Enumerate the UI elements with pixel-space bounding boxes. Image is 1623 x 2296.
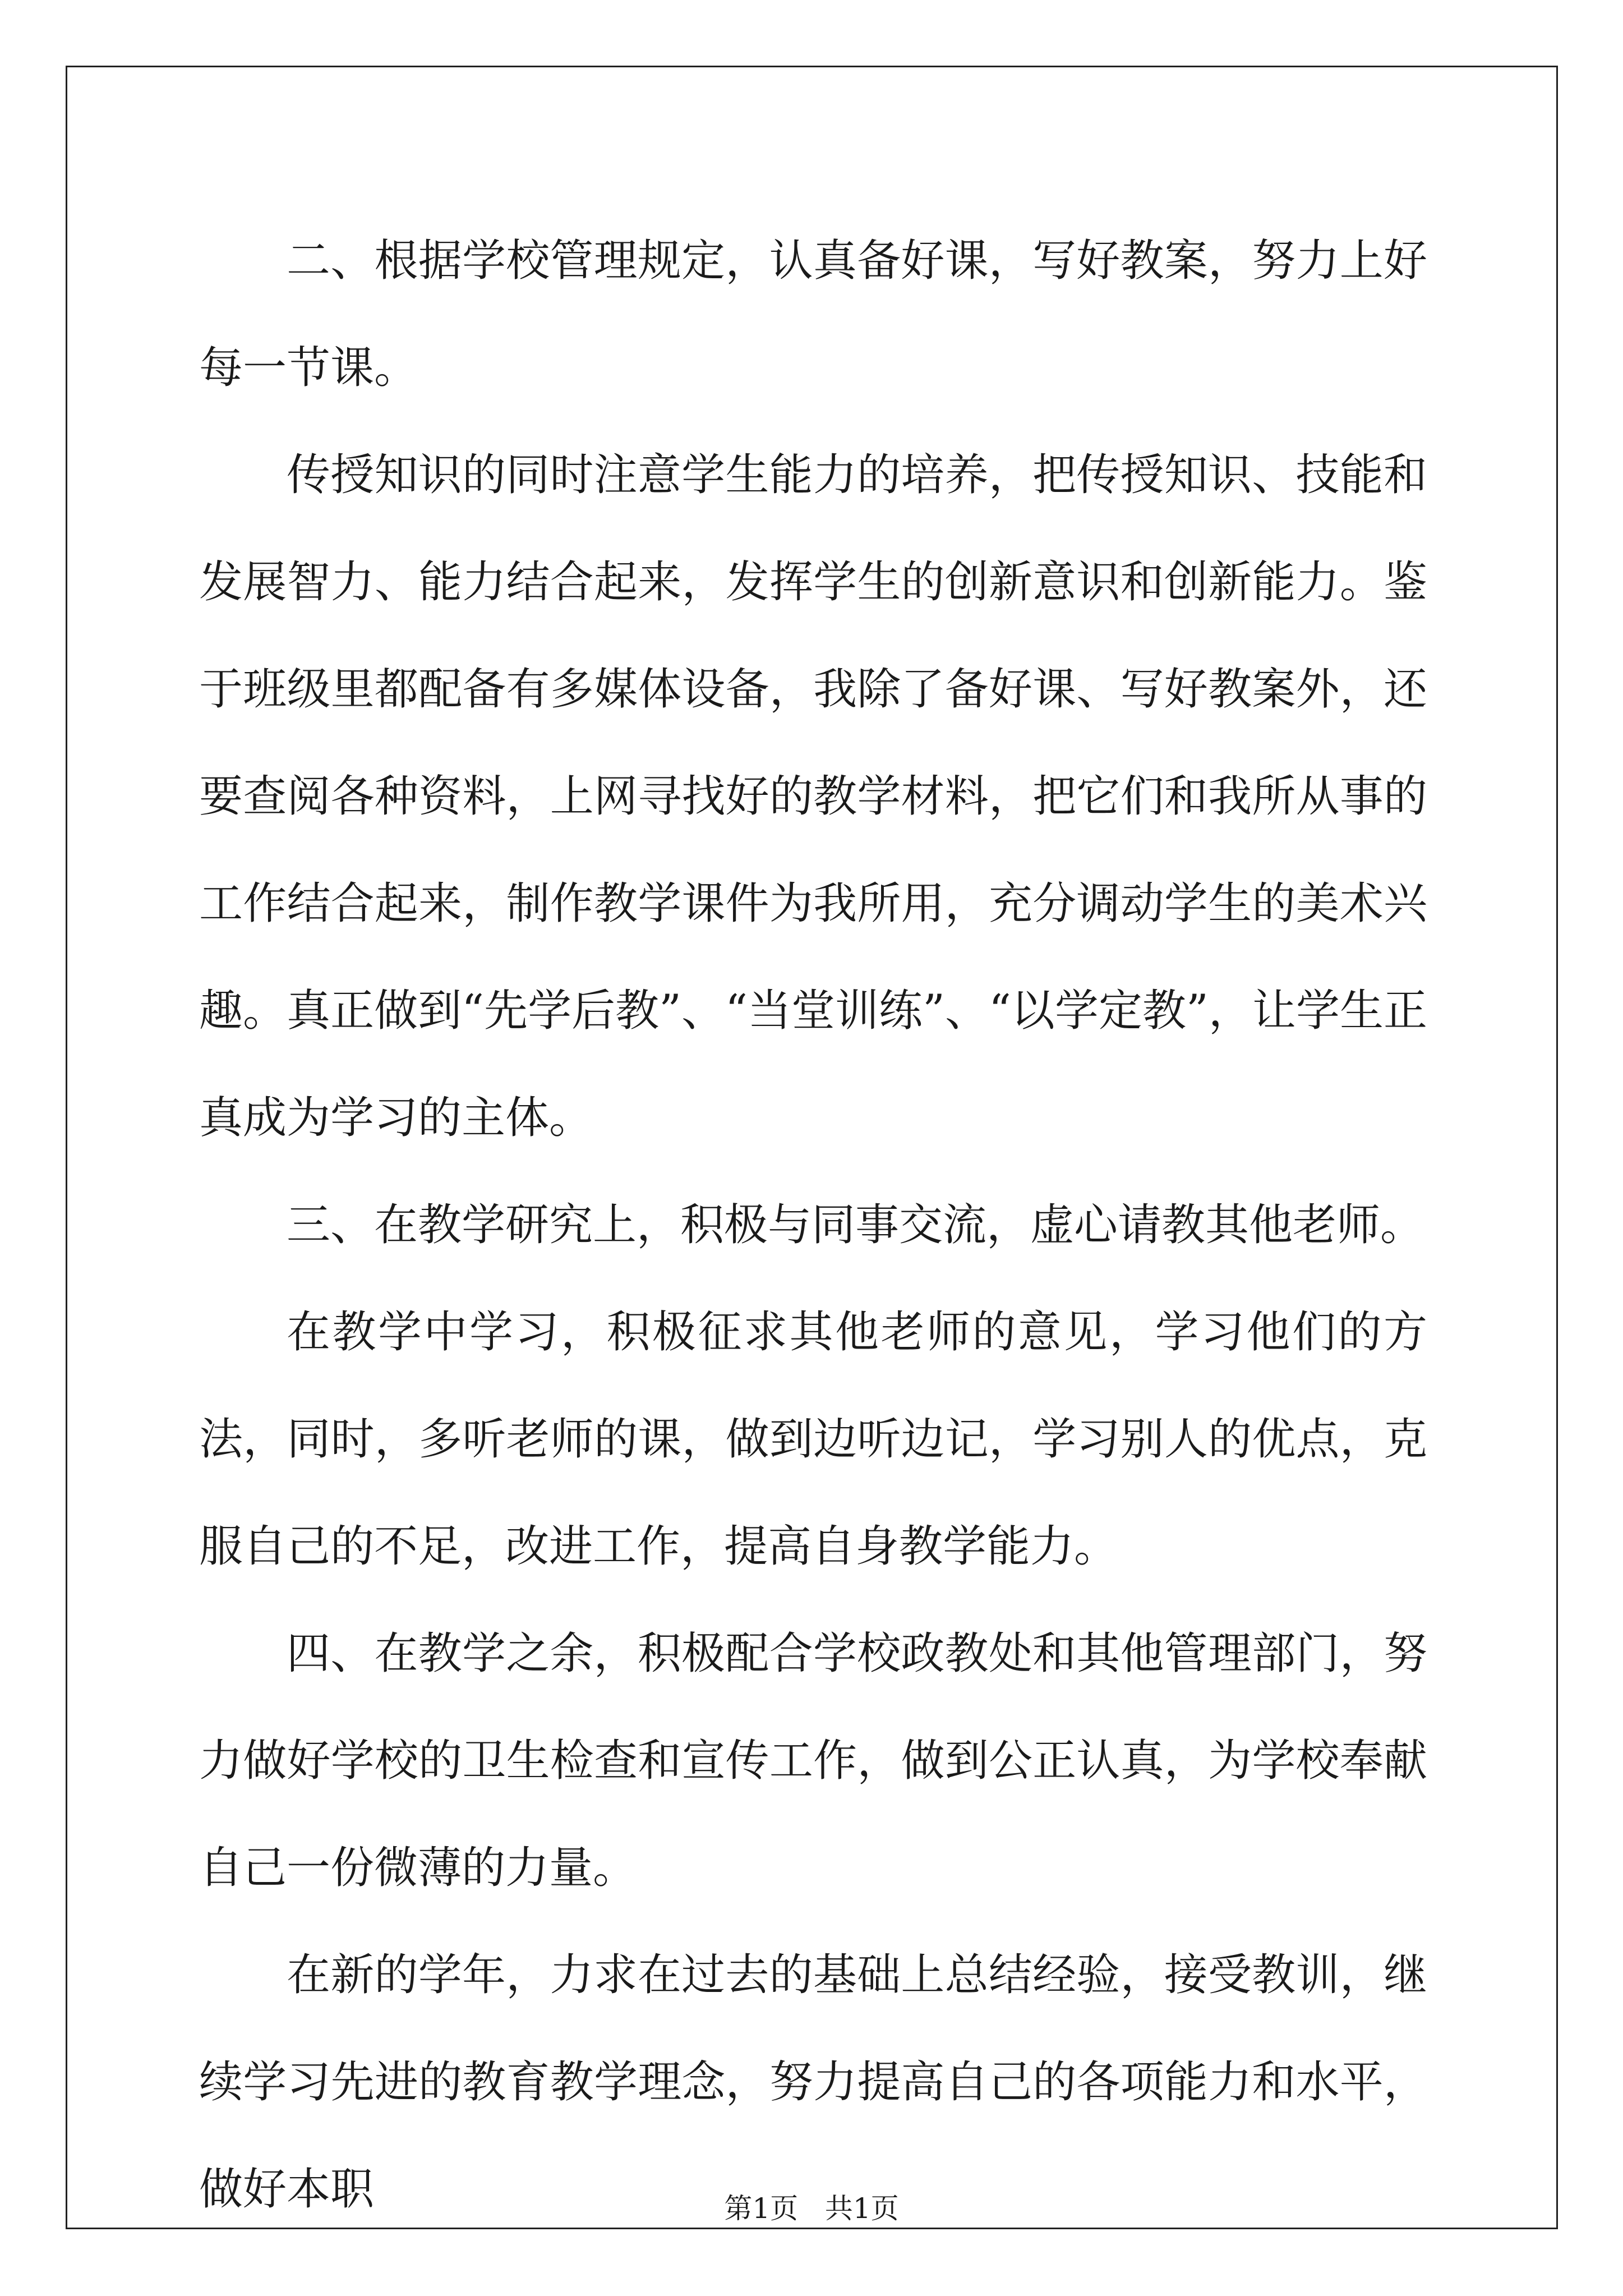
paragraph: 在教学中学习，积极征求其他老师的意见，学习他们的方法，同时，多听老师的课，做到边听边记，学习别人的优点，克服自己的不足，改进工作，提高自身教学能力。 [199, 1307, 1427, 1572]
paragraph: 四、在教学之余，积极配合学校政教处和其他管理部门，努力做好学校的卫生检查和宣传工作，做到公正认真，为学校奉献自己一份微薄的力量。 [199, 1628, 1427, 1893]
paragraph: 三、在教学研究上，积极与同事交流，虚心请教其他老师。 [287, 1200, 1424, 1250]
paragraph: 二、根据学校管理规定，认真备好课，写好教案，努力上好每一节课。 [199, 236, 1427, 393]
paragraph: 传授知识的同时注意学生能力的培养，把传授知识、技能和发展智力、能力结合起来，发挥学生的创新意识和创新能力。鉴于班级里都配备有多媒体设备，我除了备好课、写好教案外，还要查阅各种资料，上网寻找好的教学材料，把它们和我所从事的工作结合起来，制作教学课件为我所用，充分调动学生的美术兴趣。真正做到“先学后教”、“当堂训练”、“以学定教”，让学生正真成为学习的主体。 [199, 450, 1427, 1143]
page-number-footer: 第1页 共1页 [724, 2192, 899, 2225]
paragraph: 在新的学年，力求在过去的基础上总结经验，接受教训，继续学习先进的教育教学理念，努力提高自己的各项能力和水平，做好本职 [199, 1950, 1427, 2215]
document-body [199, 208, 1427, 2243]
